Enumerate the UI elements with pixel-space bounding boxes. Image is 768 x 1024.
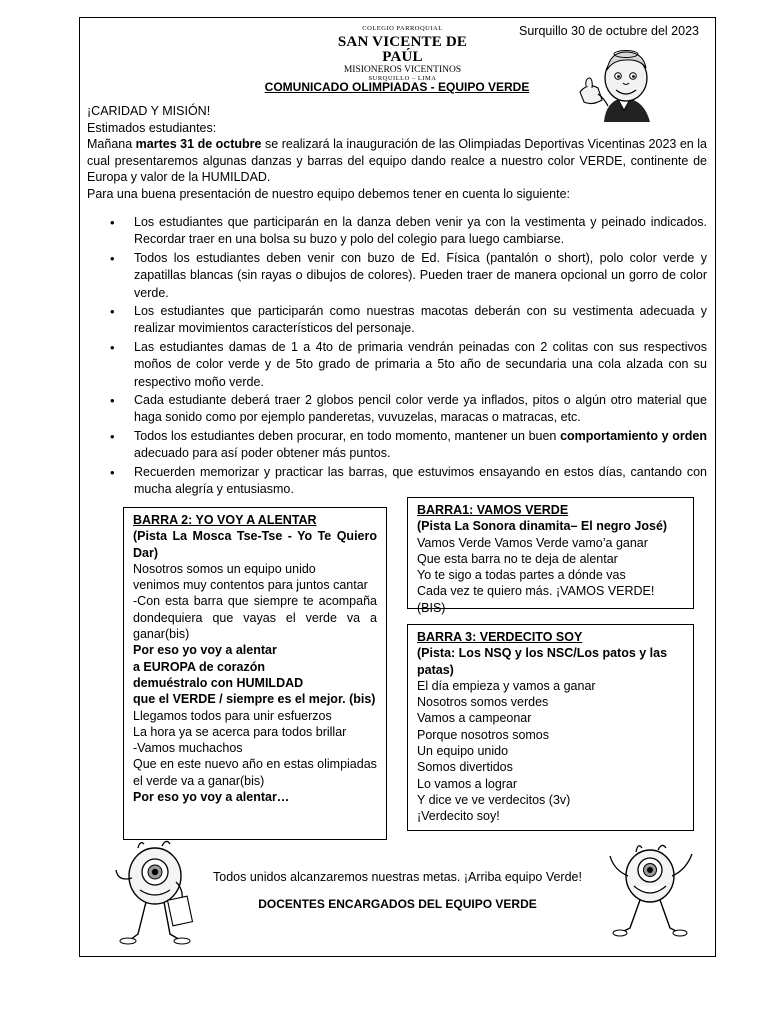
barra-1-title: BARRA1: VAMOS VERDE xyxy=(417,503,569,517)
barra-3-line: ¡Verdecito soy! xyxy=(417,809,500,824)
school-order: MISIONEROS VICENTINOS xyxy=(343,64,462,75)
closing-message: Todos unidos alcanzaremos nuestras metas. ¡Arriba equipo Verde! xyxy=(213,870,582,884)
barra-2-line: Que en este nuevo año en estas olimpiadas xyxy=(133,757,377,772)
barra-1-line: Que esta barra no te deja de alentar xyxy=(417,551,618,566)
barra-2-box xyxy=(123,507,387,840)
list-item xyxy=(110,428,707,463)
list-item-text-a: Todos los estudiantes deben procurar, en todo momento, mantener un buen xyxy=(134,428,561,443)
barra-2-line: -Con esta barra que siempre te acompaña dondequiera que vayas el verde va a ganar(bis) xyxy=(133,594,377,642)
barra-1-pista: (Pista La Sonora dinamita– El negro José) xyxy=(417,519,668,534)
monster-mascot-right-illustration xyxy=(600,840,700,940)
barra-2-line: el verde va a ganar(bis) xyxy=(133,773,265,788)
barra-3-box xyxy=(407,624,694,831)
barra-2-line: Llegamos todos para unir esfuerzos xyxy=(133,708,332,723)
signature: DOCENTES ENCARGADOS DEL EQUIPO VERDE xyxy=(258,897,537,911)
barra-1-line: Yo te sigo a todas partes a dónde vas xyxy=(417,568,626,583)
barra-2-chorus-line: que el VERDE / siempre es el mejor. (bis) xyxy=(133,692,376,707)
school-logo-text xyxy=(330,26,475,83)
school-type: COLEGIO PARROQUIAL xyxy=(362,25,443,32)
barra-2-line: venimos muy contentos para juntos cantar xyxy=(133,578,368,593)
barra-2-chorus-line: demuéstralo con HUMILDAD xyxy=(133,675,304,690)
list-item: • Los estudiantes que participarán en la danza deben venir ya con la vestimenta y peinado indicados. Recordar traer en una bolsa su buzo y polo del colegio para luego cambiarse. xyxy=(110,214,707,249)
barra-3-line: Y dice ve ve verdecitos (3v) xyxy=(417,792,571,807)
barra-1-line: Cada vez te quiero más. ¡VAMOS VERDE! (BIS) xyxy=(417,584,655,615)
salutation: Estimados estudiantes: xyxy=(87,120,217,135)
school-name: SAN VICENTE DE PAÚL xyxy=(337,33,468,65)
intro-paragraph xyxy=(87,136,707,186)
barra-1-line: Vamos Verde Vamos Verde vamo’a ganar xyxy=(417,535,648,550)
intro-text-b: se realizará la inauguración de las Olimpiadas Deportivas Vicentinas 2023 en la cual presentaremos algunas danzas y barras del equipo dando realce a nuestro color VERDE, continente de Europa y valor de la HUMILDAD. xyxy=(87,137,707,185)
barra-3-line: Porque nosotros somos xyxy=(417,727,550,742)
barra-3-line: Lo vamos a lograr xyxy=(417,776,518,791)
barra-2-chorus-line: Por eso yo voy a alentar… xyxy=(133,790,290,805)
barra-2-chorus-line: Por eso yo voy a alentar xyxy=(133,643,277,658)
intro-section xyxy=(87,103,707,203)
barra-3-pista: (Pista: Los NSQ y los NSC/Los patos y las patas) xyxy=(417,646,668,677)
barra-1-box xyxy=(407,497,694,615)
barra-3-line: Nosotros somos verdes xyxy=(417,695,549,710)
list-item: • Todos los estudiantes deben venir con buzo de Ed. Física (pantalón o short), polo color verde y zapatillas blancas (sin rayas o dibujos de colores). Pueden traer de manera opcional un gorro de color verde. xyxy=(110,250,707,302)
barra-2-title: BARRA 2: YO VOY A ALENTAR xyxy=(133,513,317,527)
intro-date: martes 31 de octubre xyxy=(135,137,262,152)
barra-3-line: Un equipo unido xyxy=(417,744,509,759)
list-item: • Los estudiantes que participarán como nuestras macotas deberán con su vestimenta adecuada y realizar movimientos característicos del personaje. xyxy=(110,303,707,338)
barra-3-line: Somos divertidos xyxy=(417,760,513,775)
intro-text-a: Mañana xyxy=(87,137,136,152)
barra-3-line: El día empieza y vamos a ganar xyxy=(417,678,596,693)
list-item-text-b: adecuado para así poder obtener más puntos. xyxy=(134,446,391,461)
barra-2-line: -Vamos muchachos xyxy=(133,741,243,756)
greeting: ¡CARIDAD Y MISIÓN! xyxy=(87,104,211,118)
list-item: • Las estudiantes damas de 1 a 4to de primaria vendrán peinadas con 2 colitas con sus respectivos moños de color verde y de 5to grado de primaria a 5to año de secundaria una cola alzada con su respectivo moño verde. xyxy=(110,339,707,391)
intro-instructions: Para una buena presentación de nuestro equipo debemos tener en cuenta lo siguiente: xyxy=(87,186,570,201)
barra-2-line: La hora ya se acerca para todos brillar xyxy=(133,724,347,739)
barra-2-chorus-line: a EUROPA de corazón xyxy=(133,659,265,674)
barra-2-pista: (Pista La Mosca Tse-Tse - Yo Te Quiero Dar) xyxy=(133,529,377,560)
list-item: • Recuerden memorizar y practicar las barras, que estuvimos ensayando en estos días, cantando con mucha alegría y entusiasmo. xyxy=(110,464,707,499)
monster-mascot-left-illustration xyxy=(110,838,200,948)
instructions-list xyxy=(110,214,707,500)
list-item-bold: comportamiento y orden xyxy=(560,428,708,443)
document-title: COMUNICADO OLIMPIADAS - EQUIPO VERDE xyxy=(264,80,530,94)
list-item: • Cada estudiante deberá traer 2 globos pencil color verde ya inflados, pitos o algún otro material que haga sonido como por ejemplo panderetas, vuvuzelas, maracas o matracas, etc. xyxy=(110,392,707,427)
barra-3-line: Vamos a campeonar xyxy=(417,711,532,726)
document-date: Surquillo 30 de octubre del 2023 xyxy=(519,24,699,38)
school-place: SURQUILLO – LIMA xyxy=(368,75,437,82)
barra-3-title: BARRA 3: VERDECITO SOY xyxy=(417,630,583,644)
barra-2-line: Nosotros somos un equipo unido xyxy=(133,561,316,576)
